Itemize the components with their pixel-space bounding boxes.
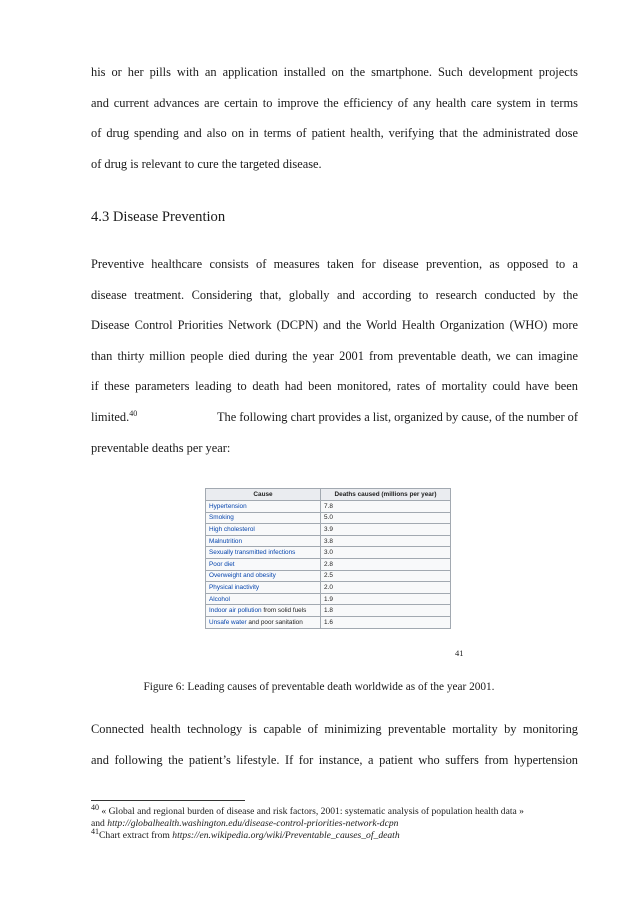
section-heading: 4.3 Disease Prevention [91,209,226,225]
cause-link[interactable]: High cholesterol [209,525,255,533]
text-fragment: The following chart provides a list, organized by cause, of the number of [216,409,578,424]
cause-link[interactable]: Malnutrition [209,537,243,545]
text-line: and current advances are certain to improve the efficiency of any health care system in terms [91,95,578,110]
footnote-text: Chart extract from [99,830,173,841]
footnote-divider [91,800,245,801]
cause-cell[interactable] [206,512,321,524]
deaths-cell: 2.5 [321,570,451,582]
footnote-url[interactable]: https://en.wikipedia.org/wiki/Preventable_causes_of_death [172,830,400,841]
cause-cell[interactable] [206,593,321,605]
cause-cell[interactable] [206,582,321,594]
cause-suffix: and poor sanitation [246,618,303,626]
table-row [206,501,451,513]
footnote-url[interactable]: http://globalhealth.washington.edu/disease-control-priorities-network-dcpn [107,818,399,829]
text-line: Preventive healthcare consists of measures taken for disease prevention, as opposed to a [91,257,578,271]
footnote-40 [91,802,581,842]
deaths-cell: 7.8 [321,501,451,513]
paragraph-2 [91,249,578,463]
figure-caption: Figure 6: Leading causes of preventable death worldwide as of the year 2001. [143,681,495,693]
table-row [206,535,451,547]
table-row [206,570,451,582]
deaths-cell: 1.8 [321,605,451,617]
cause-link[interactable]: Hypertension [209,502,247,510]
cause-cell[interactable] [206,547,321,559]
cause-cell[interactable] [206,616,321,628]
footnote-mark: 41 [91,826,99,836]
deaths-cell: 3.9 [321,524,451,536]
text-line: Connected health technology is capable of minimizing preventable mortality by monitoring [91,722,578,736]
table-row [206,605,451,617]
cause-link[interactable]: Sexually transmitted infections [209,549,296,557]
cause-link[interactable]: Smoking [209,514,234,522]
table-header-row [206,489,451,501]
table-row [206,524,451,536]
cause-suffix: from solid fuels [261,607,307,615]
footnote-ref-40[interactable]: 40 [129,408,138,418]
text-line: of drug is relevant to cure the targeted disease. [91,156,322,171]
cause-cell[interactable] [206,570,321,582]
cause-cell[interactable] [206,501,321,513]
text-line: Disease Control Priorities Network (DCPN) and the World Health Organization (WHO) more [91,318,578,333]
cause-cell[interactable] [206,605,321,617]
table-row [206,616,451,628]
deaths-table [205,488,451,629]
paragraph-3 [91,714,578,775]
cause-link[interactable]: Poor diet [209,560,235,568]
text-line [91,402,578,433]
deaths-cell: 3.0 [321,547,451,559]
deaths-cell: 1.6 [321,616,451,628]
header-deaths: Deaths caused (millions per year) [321,489,451,501]
text-fragment: limited. [91,409,130,424]
text-line: than thirty million people died during the year 2001 from preventable death, we can imagine [91,348,578,363]
header-cause: Cause [206,489,321,501]
cause-link[interactable]: Unsafe water [209,618,247,626]
table-row [206,593,451,605]
cause-link[interactable]: Physical inactivity [209,583,260,591]
deaths-cell: 5.0 [321,512,451,524]
cause-cell[interactable] [206,535,321,547]
text-line: if these parameters leading to death had been monitored, rates of mortality could have been [91,379,578,394]
footnote-mark: 40 [91,802,99,812]
cause-link[interactable]: Alcohol [209,595,230,603]
footnote-text: and [91,818,108,829]
paragraph-1 [91,57,578,179]
cause-link[interactable]: Indoor air pollution [209,607,262,615]
deaths-cell: 3.8 [321,535,451,547]
table-row [206,547,451,559]
text-line: disease treatment. Considering that, globally and according to research conducted by the [91,287,578,302]
text-line: his or her pills with an application installed on the smartphone. Such development projects [91,65,578,79]
cause-link[interactable]: Overweight and obesity [209,572,276,580]
text-line: preventable deaths per year: [91,440,231,455]
footnote-text: « Global and regional burden of disease and risk factors, 2001: systematic analysis of population health data » [101,806,524,817]
cause-cell[interactable] [206,524,321,536]
deaths-cell: 2.8 [321,558,451,570]
table-row [206,512,451,524]
cause-cell[interactable] [206,558,321,570]
text-line: and following the patient’s lifestyle. If for instance, a patient who suffers from hypertension [91,752,578,767]
table-row [206,582,451,594]
deaths-table-figure [205,488,451,629]
deaths-cell: 2.0 [321,582,451,594]
deaths-cell: 1.9 [321,593,451,605]
table-row [206,558,451,570]
table-footnote-mark: 41 [455,648,464,658]
text-line: of drug spending and also on in terms of patient health, verifying that the administrated dose [91,126,578,141]
